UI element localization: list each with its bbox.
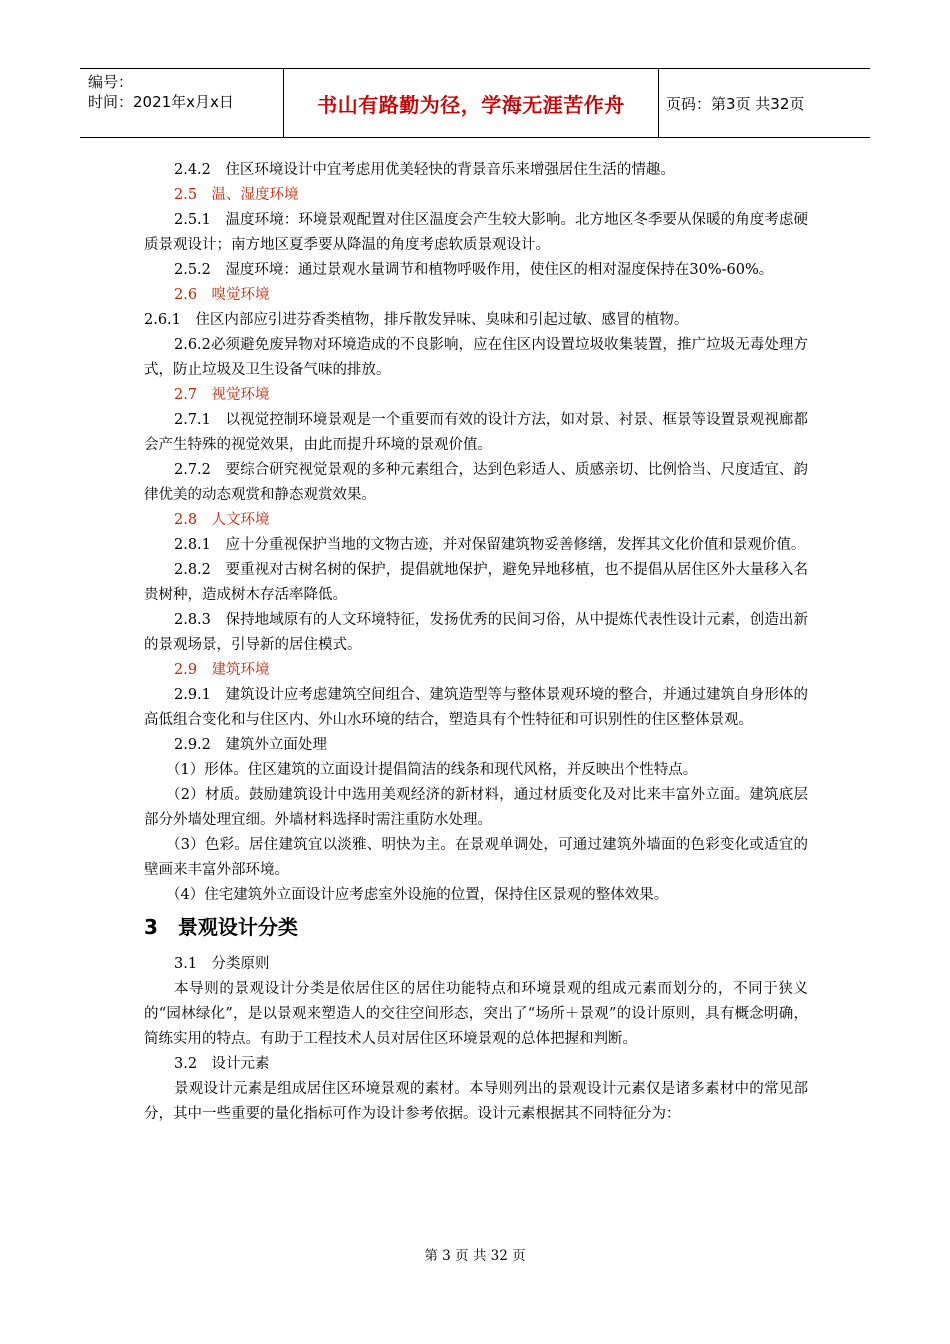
paragraph: 2.9.1 建筑设计应考虑建筑空间组合、建筑造型等与整体景观环境的整合，并通过建筑自身形体的高低组合变化和与住区内、外山水环境的结合，塑造具有个性特征和可识别性的住区整体景观。 (144, 687, 808, 728)
paragraph: （1）形体。住区建筑的立面设计提倡简洁的线条和现代风格，并反映出个性特点。 (166, 762, 698, 778)
paragraph: 2.8.2 要重视对古树名树的保护，提倡就地保护，避免异地移植，也不提倡从居住区外大量移入名贵树种，造成树木存活率降低。 (144, 562, 808, 603)
paragraph: 3.1 分类原则 (174, 956, 270, 972)
paragraph: 2.4.2 住区环境设计中宜考虑用优美轻快的背景音乐来增强居住生活的情趣。 (174, 162, 675, 178)
header-page-info: 页码：第3页 共32页 (666, 95, 805, 113)
section-heading: 2.7 视觉环境 (174, 387, 270, 403)
section-heading: 2.8 人文环境 (174, 512, 270, 528)
paragraph: 2.7.2 要综合研究视觉景观的多种元素组合，达到色彩适人、质感亲切、比例恰当、尺度适宜、韵律优美的动态观赏和静态观赏效果。 (144, 462, 808, 503)
paragraph: 2.8.3 保持地域原有的人文环境特征，发扬优秀的民间习俗，从中提炼代表性设计元素，创造出新的景观场景，引导新的居住模式。 (144, 612, 808, 653)
header-meta (88, 72, 234, 112)
paragraph: 本导则的景观设计分类是依居住区的居住功能特点和环境景观的组成元素而划分的，不同于狭义的“园林绿化”，是以景观来塑造人的交往空间形态，突出了“场所＋景观”的设计原则，具有概念明确，简练实用的特点。有助于工程技术人员对居住区环境景观的总体把握和判断。 (144, 981, 808, 1047)
section-heading: 2.5 温、湿度环境 (174, 187, 299, 203)
section-heading: 2.9 建筑环境 (174, 662, 270, 678)
header-divider (658, 69, 659, 137)
paragraph: （3）色彩。居住建筑宜以淡雅、明快为主。在景观单调处，可通过建筑外墙面的色彩变化或适宜的壁画来丰富外部环境。 (144, 837, 808, 878)
paragraph: 3.2 设计元素 (174, 1056, 270, 1072)
paragraph: 2.6.1 住区内部应引进芬香类植物，排斥散发异味、臭味和引起过敏、感冒的植物。 (144, 312, 689, 328)
paragraph: （4）住宅建筑外立面设计应考虑室外设施的位置，保持住区景观的整体效果。 (166, 887, 669, 903)
paragraph: 2.6.2必须避免废异物对环境造成的不良影响，应在住区内设置垃圾收集装置，推广垃圾无毒处理方式，防止垃圾及卫生设备气味的排放。 (144, 337, 808, 378)
paragraph: 2.5.1 温度环境：环境景观配置对住区温度会产生较大影响。北方地区冬季要从保暖的角度考虑硬质景观设计；南方地区夏季要从降温的角度考虑软质景观设计。 (144, 212, 808, 253)
document-date-label: 时间：2021年x月x日 (88, 93, 234, 111)
page-header (80, 68, 870, 138)
chapter-heading: 3 景观设计分类 (144, 915, 298, 939)
paragraph: 2.7.1 以视觉控制环境景观是一个重要而有效的设计方法，如对景、衬景、框景等设置景观视廊都会产生特殊的视觉效果，由此而提升环境的景观价值。 (144, 412, 808, 453)
paragraph: 2.9.2 建筑外立面处理 (174, 737, 327, 753)
paragraph: 2.8.1 应十分重视保护当地的文物古迹，并对保留建筑物妥善修缮，发挥其文化价值和景观价值。 (174, 537, 806, 553)
paragraph: 2.5.2 湿度环境：通过景观水量调节和植物呼吸作用，使住区的相对湿度保持在30%-60%。 (174, 262, 774, 278)
page-footer: 第 3 页 共 32 页 (424, 1248, 526, 1264)
document-body (144, 158, 808, 1127)
header-motto: 书山有路勤为径，学海无涯苦作舟 (317, 92, 625, 117)
document-number-label: 编号： (88, 73, 134, 91)
paragraph: 景观设计元素是组成居住区环境景观的素材。本导则列出的景观设计元素仅是诸多素材中的常见部分，其中一些重要的量化指标可作为设计参考依据。设计元素根据其不同特征分为： (144, 1081, 808, 1122)
section-heading: 2.6 嗅觉环境 (174, 287, 270, 303)
paragraph: （2）材质。鼓励建筑设计中选用美观经济的新材料，通过材质变化及对比来丰富外立面。建筑底层部分外墙处理宜细。外墙材料选择时需注重防水处理。 (144, 787, 808, 828)
